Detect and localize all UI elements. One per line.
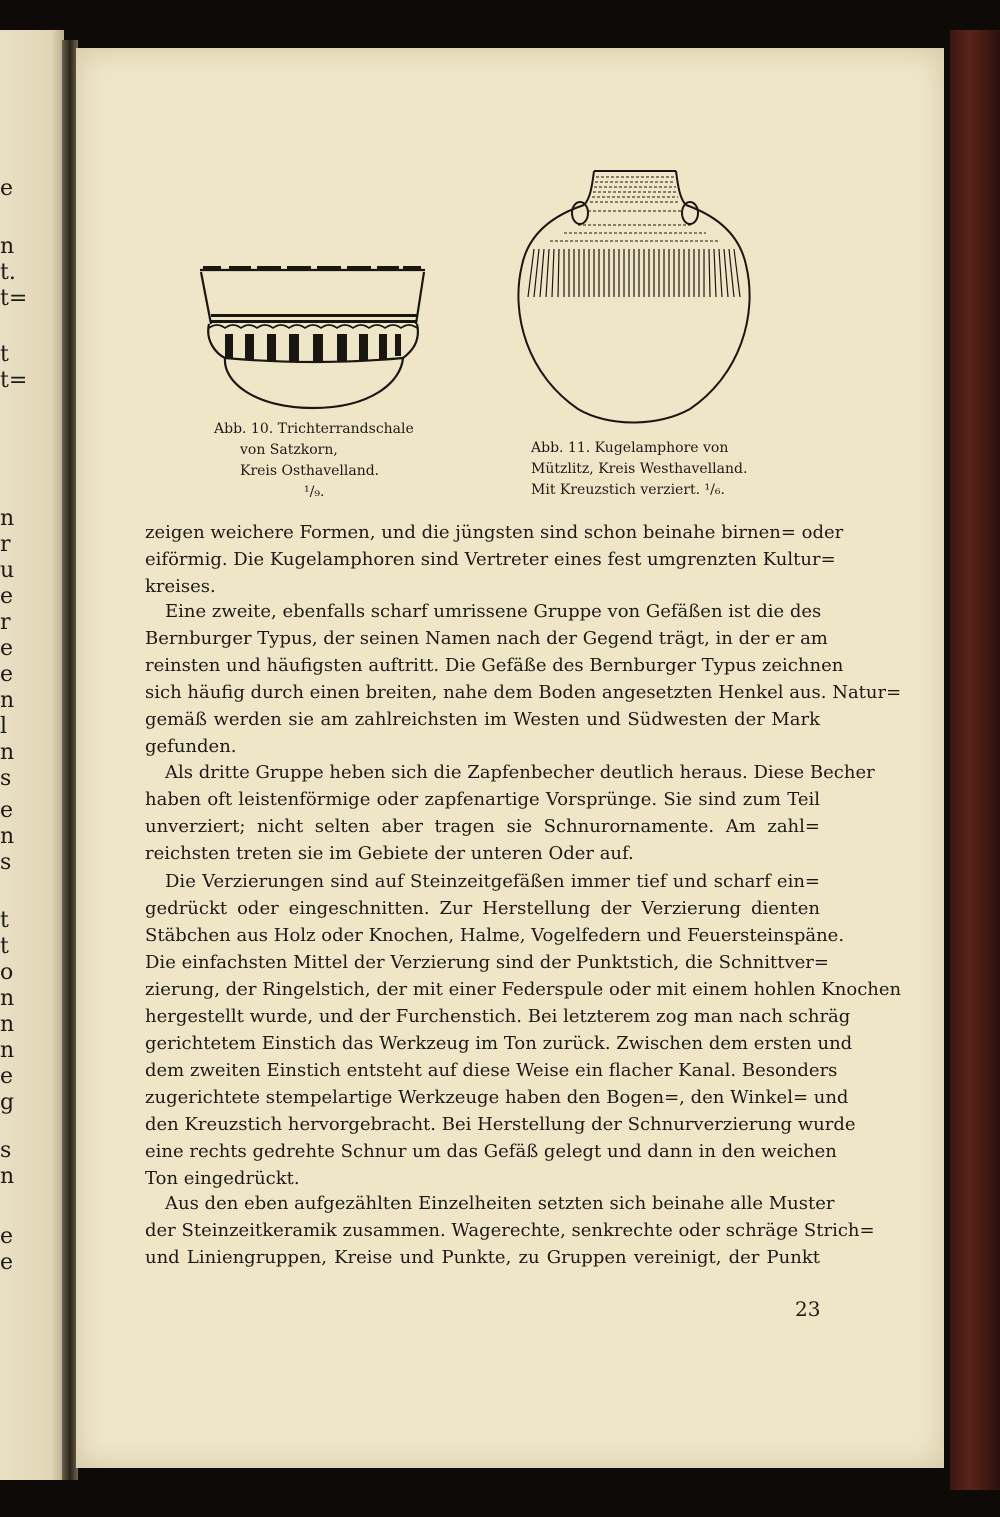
- body-text-line: gerichtetem Einstich das Werkzeug im Ton zurück. Zwischen dem ersten und: [145, 1033, 853, 1054]
- body-text-line: zugerichtete stempelartige Werkzeuge haben den Bogen=, den Winkel= und: [145, 1087, 849, 1108]
- body-text-line: Als dritte Gruppe heben sich die Zapfenbecher deutlich heraus. Diese Becher: [165, 762, 875, 783]
- body-text-line: reinsten und häufigsten auftritt. Die Gefäße des Bernburger Typus zeichnen: [145, 655, 844, 676]
- body-text-line: Eine zweite, ebenfalls scharf umrissene Gruppe von Gefäßen ist die des: [165, 601, 822, 622]
- left-fragment: n: [0, 740, 15, 765]
- left-fragment: t: [0, 908, 9, 933]
- left-fragment: t: [0, 342, 9, 367]
- left-fragment: t.: [0, 260, 16, 285]
- left-fragment: n: [0, 1038, 15, 1063]
- left-fragment: e: [0, 798, 14, 823]
- left-fragment: t: [0, 934, 9, 959]
- left-fragment: n: [0, 986, 15, 1011]
- left-fragment: n: [0, 688, 15, 713]
- left-fragment: e: [0, 584, 14, 609]
- body-text-line: Aus den eben aufgezählten Einzelheiten setzten sich beinahe alle Muster: [165, 1193, 835, 1214]
- left-fragment: e: [0, 1224, 14, 1249]
- body-text-line: gedrückt oder eingeschnitten. Zur Herstellung der Verzierung dienten: [145, 898, 820, 919]
- left-fragment: n: [0, 824, 15, 849]
- book-cover-edge: [950, 30, 1000, 1490]
- left-fragment: r: [0, 610, 11, 635]
- body-text-line: den Kreuzstich hervorgebracht. Bei Herstellung der Schnurverzierung wurde: [145, 1114, 856, 1135]
- figure-10-caption-line: Abb. 10. Trichterrandschale: [214, 421, 414, 437]
- body-text-line: dem zweiten Einstich entsteht auf diese Weise ein flacher Kanal. Besonders: [145, 1060, 838, 1081]
- body-text-line: Ton eingedrückt.: [145, 1168, 300, 1189]
- body-text-line: der Steinzeitkeramik zusammen. Wagerechte, senkrechte oder schräge Strich=: [145, 1220, 875, 1241]
- left-fragment: g: [0, 1090, 15, 1115]
- globular-amphora-illustration: [508, 165, 760, 435]
- left-fragment: s: [0, 850, 12, 875]
- body-text-line: Die Verzierungen sind auf Steinzeitgefäßen immer tief und scharf ein=: [165, 871, 820, 892]
- left-fragment: e: [0, 662, 14, 687]
- figure-11-caption-line: Mit Kreuzstich verziert. ¹/₆.: [531, 482, 725, 498]
- left-page-edge: [0, 30, 64, 1480]
- funnel-rim-bowl-illustration: [195, 262, 435, 412]
- body-text-line: gemäß werden sie am zahlreichsten im Westen und Südwesten der Mark: [145, 709, 820, 730]
- figure-11-caption-line: Abb. 11. Kugelamphore von: [531, 440, 729, 456]
- left-fragment: l: [0, 714, 8, 739]
- left-fragment: t=: [0, 286, 28, 311]
- left-fragment: n: [0, 234, 15, 259]
- body-text-line: Stäbchen aus Holz oder Knochen, Halme, Vogelfedern und Feuersteinspäne.: [145, 925, 845, 946]
- figure-10-scale: ¹/₉.: [304, 484, 325, 500]
- body-text-line: zierung, der Ringelstich, der mit einer Federspule oder mit einem hohlen Knochen: [145, 979, 902, 1000]
- body-text-line: zeigen weichere Formen, und die jüngsten sind schon beinahe birnen= oder: [145, 522, 844, 543]
- body-text-line: Die einfachsten Mittel der Verzierung sind der Punktstich, die Schnittver=: [145, 952, 829, 973]
- figure-10-caption-line: Kreis Osthavelland.: [240, 463, 380, 479]
- figure-10-caption-line: von Satzkorn,: [240, 442, 338, 458]
- body-text-line: gefunden.: [145, 736, 237, 757]
- left-fragment: n: [0, 506, 15, 531]
- left-fragment: e: [0, 636, 14, 661]
- left-fragment: n: [0, 1012, 15, 1037]
- body-text-line: eine rechts gedrehte Schnur um das Gefäß gelegt und dann in den weichen: [145, 1141, 837, 1162]
- body-text-line: kreises.: [145, 576, 216, 597]
- left-fragment: o: [0, 960, 14, 985]
- figure-11-caption-line: Mützlitz, Kreis Westhavelland.: [531, 461, 748, 477]
- left-fragment: s: [0, 766, 12, 791]
- body-text-line: Bernburger Typus, der seinen Namen nach der Gegend trägt, in der er am: [145, 628, 828, 649]
- body-text-line: reichsten treten sie im Gebiete der unteren Oder auf.: [145, 843, 634, 864]
- left-fragment: s: [0, 1138, 12, 1163]
- body-text-line: haben oft leistenförmige oder zapfenartige Vorsprünge. Sie sind zum Teil: [145, 789, 820, 810]
- body-text-line: sich häufig durch einen breiten, nahe dem Boden angesetzten Henkel aus. Natur=: [145, 682, 902, 703]
- left-fragment: u: [0, 558, 15, 583]
- body-text-line: hergestellt wurde, und der Furchenstich. Bei letzterem zog man nach schräg: [145, 1006, 851, 1027]
- left-fragment: e: [0, 1250, 14, 1275]
- left-fragment: n: [0, 1164, 15, 1189]
- left-fragment: e: [0, 176, 14, 201]
- left-fragment: t=: [0, 368, 28, 393]
- left-fragment: r: [0, 532, 11, 557]
- left-fragment: e: [0, 1064, 14, 1089]
- body-text-line: und Liniengruppen, Kreise und Punkte, zu Gruppen vereinigt, der Punkt: [145, 1247, 820, 1268]
- page-number: 23: [795, 1297, 821, 1321]
- body-text-line: eiförmig. Die Kugelamphoren sind Vertreter eines fest umgrenzten Kultur=: [145, 549, 836, 570]
- body-text-line: unverziert; nicht selten aber tragen sie Schnurornamente. Am zahl=: [145, 816, 820, 837]
